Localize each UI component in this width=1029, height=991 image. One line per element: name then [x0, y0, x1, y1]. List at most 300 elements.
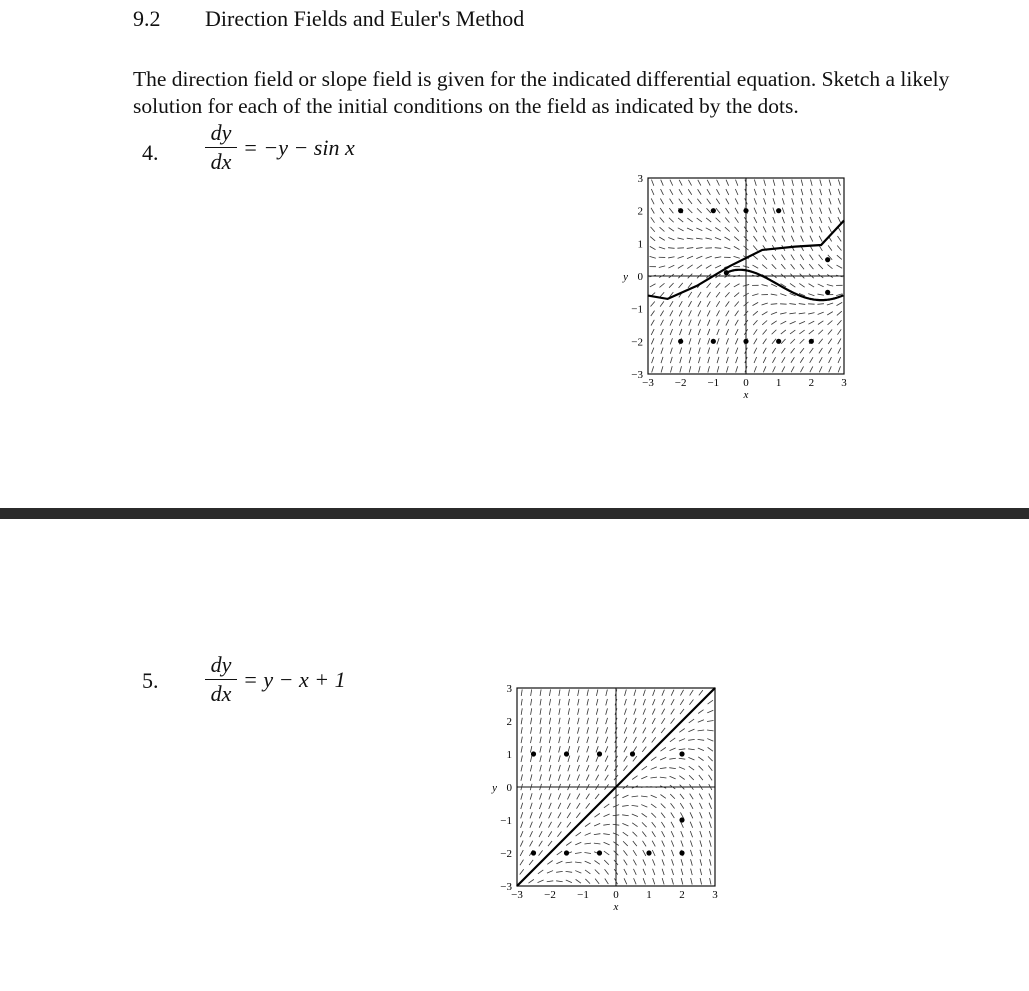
- slope-segment: [577, 775, 580, 781]
- slope-segment: [605, 775, 609, 781]
- slope-segment: [652, 859, 655, 865]
- slope-segment: [698, 310, 701, 316]
- slope-segment: [596, 765, 599, 771]
- x-tick-label: 1: [775, 377, 782, 389]
- slope-segment: [707, 301, 710, 307]
- slope-segment: [782, 208, 784, 214]
- slope-segment: [753, 302, 759, 305]
- slope-segment: [791, 357, 794, 363]
- x-tick-label: −1: [577, 889, 589, 901]
- initial-condition-dot: [597, 751, 602, 756]
- slope-segment: [596, 737, 598, 743]
- slope-segment: [677, 238, 683, 239]
- slope-segment: [595, 794, 599, 799]
- problem-4-denominator: dx: [210, 149, 232, 175]
- slope-segment: [652, 822, 656, 827]
- slope-segment: [530, 746, 531, 752]
- slope-segment: [652, 850, 655, 856]
- slope-segment: [801, 217, 803, 223]
- slope-segment: [594, 834, 601, 835]
- slope-segment: [531, 718, 532, 724]
- slope-segment: [838, 208, 841, 214]
- slope-segment: [715, 265, 721, 268]
- slope-segment: [789, 313, 795, 314]
- section-number: 9.2: [133, 6, 161, 31]
- x-tick-label: 3: [841, 377, 847, 389]
- slope-segment: [634, 718, 637, 724]
- slope-segment: [521, 803, 523, 809]
- slope-segment: [689, 329, 691, 335]
- slope-segment: [671, 718, 675, 723]
- slope-segment: [687, 248, 693, 249]
- slope-segment: [799, 304, 805, 305]
- x-tick-label: −3: [511, 889, 523, 901]
- slope-segment: [670, 748, 676, 751]
- slope-segment: [521, 822, 523, 828]
- slope-segment: [781, 330, 786, 334]
- slope-segment: [773, 189, 775, 195]
- slope-segment: [594, 813, 599, 817]
- slope-segment: [660, 292, 664, 297]
- slope-segment: [688, 729, 694, 732]
- slope-segment: [700, 840, 702, 846]
- slope-segment: [660, 768, 667, 769]
- slope-segment: [671, 831, 674, 837]
- y-tick-label: 3: [637, 173, 643, 185]
- slope-segment: [652, 718, 655, 724]
- slope-segment: [624, 699, 626, 705]
- slope-segment: [594, 843, 601, 844]
- slope-segment: [521, 699, 522, 706]
- slope-segment: [660, 747, 665, 751]
- slope-segment: [549, 765, 551, 771]
- slope-segment: [791, 264, 795, 269]
- slope-segment: [520, 850, 523, 856]
- slope-segment: [661, 822, 665, 828]
- slope-segment: [604, 860, 609, 865]
- slope-segment: [643, 699, 645, 705]
- slope-segment: [641, 776, 647, 779]
- slope-segment: [680, 709, 684, 714]
- slope-segment: [662, 699, 665, 705]
- slope-segment: [595, 879, 599, 884]
- slope-segment: [697, 265, 702, 269]
- slope-segment: [715, 257, 721, 258]
- slope-segment: [559, 746, 561, 752]
- slope-segment: [558, 822, 562, 828]
- slope-segment: [557, 832, 561, 837]
- slope-segment: [659, 266, 665, 268]
- slope-segment: [829, 208, 831, 214]
- problem-4-numerator: dy: [210, 120, 232, 145]
- slope-segment: [670, 357, 672, 363]
- problem-5-number: 5.: [142, 668, 159, 693]
- slope-segment: [642, 813, 647, 817]
- slope-segment: [549, 718, 550, 724]
- problem-4-rhs: = −y − sin x: [243, 134, 355, 160]
- slope-segment: [679, 310, 682, 316]
- initial-condition-dot: [825, 290, 830, 295]
- slope-segment: [651, 804, 656, 808]
- problem-4-direction-field: [610, 160, 860, 410]
- slope-segment: [670, 329, 672, 335]
- slope-segment: [708, 348, 710, 354]
- slope-segment: [717, 348, 719, 354]
- slope-segment: [735, 217, 739, 222]
- slope-segment: [689, 310, 692, 316]
- y-tick-label: −3: [500, 881, 512, 893]
- slope-segment: [810, 208, 812, 214]
- slope-segment: [669, 768, 676, 769]
- slope-segment: [642, 832, 646, 837]
- slope-segment: [548, 822, 551, 828]
- slope-segment: [724, 247, 730, 249]
- slope-segment: [661, 366, 663, 372]
- slope-segment: [613, 815, 620, 816]
- slope-segment: [827, 265, 832, 269]
- slope-segment: [651, 217, 655, 222]
- slope-segment: [773, 217, 775, 223]
- slope-segment: [708, 366, 710, 372]
- slope-segment: [660, 208, 664, 213]
- slope-segment: [773, 198, 775, 204]
- slope-segment: [521, 718, 522, 725]
- slope-segment: [530, 755, 531, 761]
- slope-segment: [690, 831, 692, 837]
- slope-segment: [540, 774, 542, 780]
- slope-segment: [726, 329, 729, 335]
- slope-segment: [530, 812, 532, 818]
- slope-segment: [643, 728, 646, 734]
- slope-segment: [681, 822, 684, 828]
- slope-segment: [586, 765, 589, 771]
- slope-segment: [790, 321, 796, 324]
- slope-segment: [567, 813, 571, 819]
- slope-segment: [688, 749, 695, 750]
- slope-segment: [585, 823, 590, 827]
- slope-segment: [521, 746, 522, 752]
- slope-segment: [726, 348, 728, 354]
- slope-segment: [763, 208, 765, 214]
- slope-segment: [762, 255, 766, 260]
- slope-segment: [754, 198, 756, 204]
- slope-segment: [530, 803, 532, 809]
- slope-segment: [566, 842, 571, 846]
- slope-segment: [773, 226, 776, 232]
- slope-segment: [754, 339, 757, 345]
- slope-segment: [568, 737, 570, 743]
- y-tick-label: 1: [506, 749, 512, 761]
- initial-condition-dot: [743, 339, 748, 344]
- slope-segment: [679, 749, 686, 750]
- slope-segment: [689, 366, 691, 372]
- slope-segment: [697, 218, 702, 222]
- slope-segment: [670, 738, 675, 742]
- slope-segment: [762, 285, 768, 287]
- slope-segment: [716, 208, 720, 213]
- slope-segment: [577, 756, 579, 762]
- y-tick-label: 1: [637, 238, 643, 251]
- slope-segment: [688, 180, 691, 186]
- slope-segment: [681, 878, 683, 884]
- slope-segment: [585, 861, 591, 864]
- slope-segment: [547, 861, 552, 865]
- slope-segment: [605, 879, 609, 885]
- slope-segment: [651, 813, 656, 818]
- slope-segment: [708, 766, 712, 771]
- slope-segment: [700, 831, 702, 837]
- slope-segment: [689, 700, 693, 705]
- slope-segment: [670, 199, 674, 204]
- initial-condition-dot: [825, 257, 830, 262]
- slope-segment: [566, 862, 573, 863]
- slope-segment: [633, 860, 636, 866]
- slope-segment: [690, 850, 692, 856]
- slope-segment: [709, 775, 713, 781]
- slope-segment: [549, 708, 550, 714]
- slope-segment: [604, 804, 609, 808]
- slope-segment: [671, 850, 673, 856]
- slope-segment: [670, 338, 672, 344]
- slope-segment: [566, 880, 572, 883]
- slope-segment: [700, 859, 702, 865]
- slope-segment: [763, 348, 766, 354]
- slope-segment: [698, 320, 700, 326]
- slope-segment: [781, 339, 785, 344]
- slope-segment: [672, 859, 674, 865]
- slope-segment: [679, 758, 686, 759]
- slope-segment: [540, 793, 542, 799]
- slope-segment: [829, 226, 832, 232]
- slope-segment: [606, 699, 608, 705]
- slope-segment: [838, 198, 840, 204]
- slope-segment: [763, 226, 766, 232]
- slope-segment: [596, 708, 598, 714]
- slope-segment: [837, 302, 843, 305]
- slope-segment: [782, 217, 784, 223]
- slope-segment: [531, 689, 532, 696]
- instructions-paragraph: The direction field or slope field is given for the indicated differential equation. Sketch a likely solution for each of the initial conditions on the field as indicated by the dots.: [133, 67, 950, 118]
- slope-segment: [698, 189, 701, 195]
- slope-segment: [700, 869, 702, 875]
- slope-segment: [606, 708, 608, 714]
- slope-segment: [801, 198, 803, 204]
- slope-segment: [680, 812, 683, 818]
- slope-segment: [678, 218, 683, 222]
- slope-segment: [763, 217, 766, 223]
- slope-segment: [838, 357, 841, 363]
- slope-segment: [710, 878, 711, 884]
- slope-segment: [670, 180, 673, 186]
- slope-segment: [710, 869, 711, 875]
- slope-segment: [734, 246, 740, 249]
- slope-segment: [819, 339, 823, 344]
- slope-segment: [530, 793, 532, 799]
- slope-segment: [754, 366, 756, 372]
- slope-segment: [716, 283, 721, 288]
- slope-segment: [688, 301, 691, 307]
- y-axis-label: y: [623, 271, 628, 283]
- slope-segment: [671, 841, 674, 847]
- x-tick-label: 0: [743, 377, 749, 389]
- slope-segment: [566, 871, 573, 872]
- slope-segment: [633, 832, 638, 837]
- slope-segment: [634, 699, 636, 705]
- slope-segment: [700, 850, 702, 856]
- slope-segment: [568, 689, 569, 695]
- initial-condition-dot: [630, 751, 635, 756]
- slope-segment: [584, 843, 591, 844]
- slope-segment: [820, 189, 822, 195]
- slope-segment: [698, 357, 700, 363]
- slope-segment: [623, 766, 627, 771]
- slope-segment: [672, 878, 674, 884]
- slope-segment: [606, 718, 608, 724]
- slope-segment: [605, 746, 608, 752]
- slope-segment: [707, 710, 713, 713]
- slope-segment: [706, 218, 711, 222]
- slope-segment: [634, 878, 637, 884]
- slope-segment: [773, 180, 775, 186]
- slope-segment: [521, 708, 522, 715]
- slope-segment: [679, 189, 682, 195]
- slope-segment: [670, 301, 673, 307]
- slope-segment: [604, 814, 610, 817]
- slope-segment: [689, 320, 691, 326]
- slope-segment: [520, 869, 524, 874]
- slope-segment: [791, 366, 794, 372]
- slope-segment: [735, 198, 738, 204]
- slope-segment: [819, 226, 822, 232]
- slope-segment: [725, 283, 730, 287]
- slope-segment: [549, 689, 550, 696]
- slope-segment: [632, 814, 638, 817]
- slope-segment: [699, 775, 703, 780]
- initial-condition-dot: [776, 339, 781, 344]
- slope-segment: [687, 256, 693, 259]
- slope-segment: [735, 180, 737, 186]
- slope-segment: [567, 822, 571, 827]
- slope-segment: [753, 329, 757, 334]
- slope-segment: [548, 841, 552, 846]
- slope-segment: [791, 255, 795, 261]
- slope-segment: [753, 311, 758, 315]
- slope-segment: [725, 227, 730, 231]
- slope-segment: [838, 366, 840, 372]
- slope-segment: [810, 366, 813, 372]
- slope-segment: [650, 777, 657, 778]
- slope-segment: [716, 199, 720, 204]
- slope-segment: [818, 312, 824, 314]
- slope-segment: [539, 803, 541, 809]
- slope-segment: [782, 189, 784, 195]
- slope-segment: [530, 774, 532, 780]
- slope-segment: [651, 795, 657, 798]
- initial-condition-dot: [678, 339, 683, 344]
- slope-segment: [735, 320, 738, 326]
- slope-segment: [661, 189, 664, 195]
- slope-segment: [671, 803, 675, 808]
- slope-segment: [809, 348, 813, 353]
- slope-segment: [587, 756, 589, 762]
- slope-segment: [642, 822, 647, 827]
- slope-segment: [828, 320, 833, 324]
- slope-segment: [670, 776, 676, 779]
- slope-segment: [549, 737, 550, 743]
- slope-segment: [791, 236, 794, 242]
- slope-segment: [818, 264, 823, 269]
- slope-segment: [782, 236, 785, 242]
- slope-segment: [632, 776, 637, 780]
- slope-segment: [632, 823, 637, 827]
- slope-segment: [633, 869, 636, 875]
- section-title: Direction Fields and Euler's Method: [205, 6, 525, 31]
- slope-segment: [661, 338, 663, 344]
- slope-segment: [521, 765, 522, 771]
- slope-segment: [763, 236, 766, 242]
- slope-segment: [603, 834, 610, 835]
- slope-segment: [652, 831, 656, 837]
- slope-segment: [780, 321, 786, 324]
- slope-segment: [651, 198, 654, 204]
- slope-segment: [716, 310, 719, 316]
- slope-segment: [690, 794, 694, 800]
- slope-segment: [622, 805, 629, 806]
- slope-segment: [652, 728, 656, 734]
- slope-segment: [810, 189, 812, 195]
- slope-segment: [800, 264, 804, 269]
- slope-segment: [643, 690, 645, 696]
- y-tick-label: −3: [631, 369, 643, 381]
- y-tick-label: −2: [631, 336, 643, 349]
- slope-segment: [838, 217, 841, 223]
- slope-segment: [578, 699, 579, 705]
- slope-segment: [827, 303, 833, 305]
- slope-segment: [680, 794, 684, 799]
- slope-segment: [726, 320, 729, 326]
- slope-segment: [671, 822, 674, 828]
- slope-segment: [520, 860, 524, 866]
- slope-segment: [530, 737, 531, 743]
- slope-segment: [568, 708, 569, 714]
- slope-segment: [735, 338, 738, 344]
- slope-segment: [690, 822, 693, 828]
- slope-segment: [782, 357, 785, 363]
- slope-segment: [736, 357, 738, 363]
- slope-segment: [521, 793, 523, 799]
- slope-segment: [780, 294, 786, 296]
- slope-segment: [700, 878, 701, 884]
- slope-segment: [706, 228, 712, 231]
- initial-condition-dot: [711, 339, 716, 344]
- slope-segment: [549, 727, 550, 733]
- slope-segment: [763, 330, 767, 335]
- slope-segment: [707, 739, 713, 742]
- slope-segment: [709, 812, 711, 818]
- slope-segment: [735, 329, 738, 335]
- slope-segment: [624, 718, 626, 724]
- slope-segment: [697, 208, 702, 213]
- slope-segment: [801, 226, 803, 232]
- slope-segment: [762, 320, 767, 324]
- slope-segment: [623, 832, 628, 836]
- initial-condition-dot: [776, 208, 781, 213]
- slope-segment: [520, 831, 523, 837]
- slope-segment: [772, 255, 776, 260]
- slope-segment: [549, 699, 550, 705]
- slope-segment: [596, 718, 598, 724]
- slope-segment: [521, 755, 522, 761]
